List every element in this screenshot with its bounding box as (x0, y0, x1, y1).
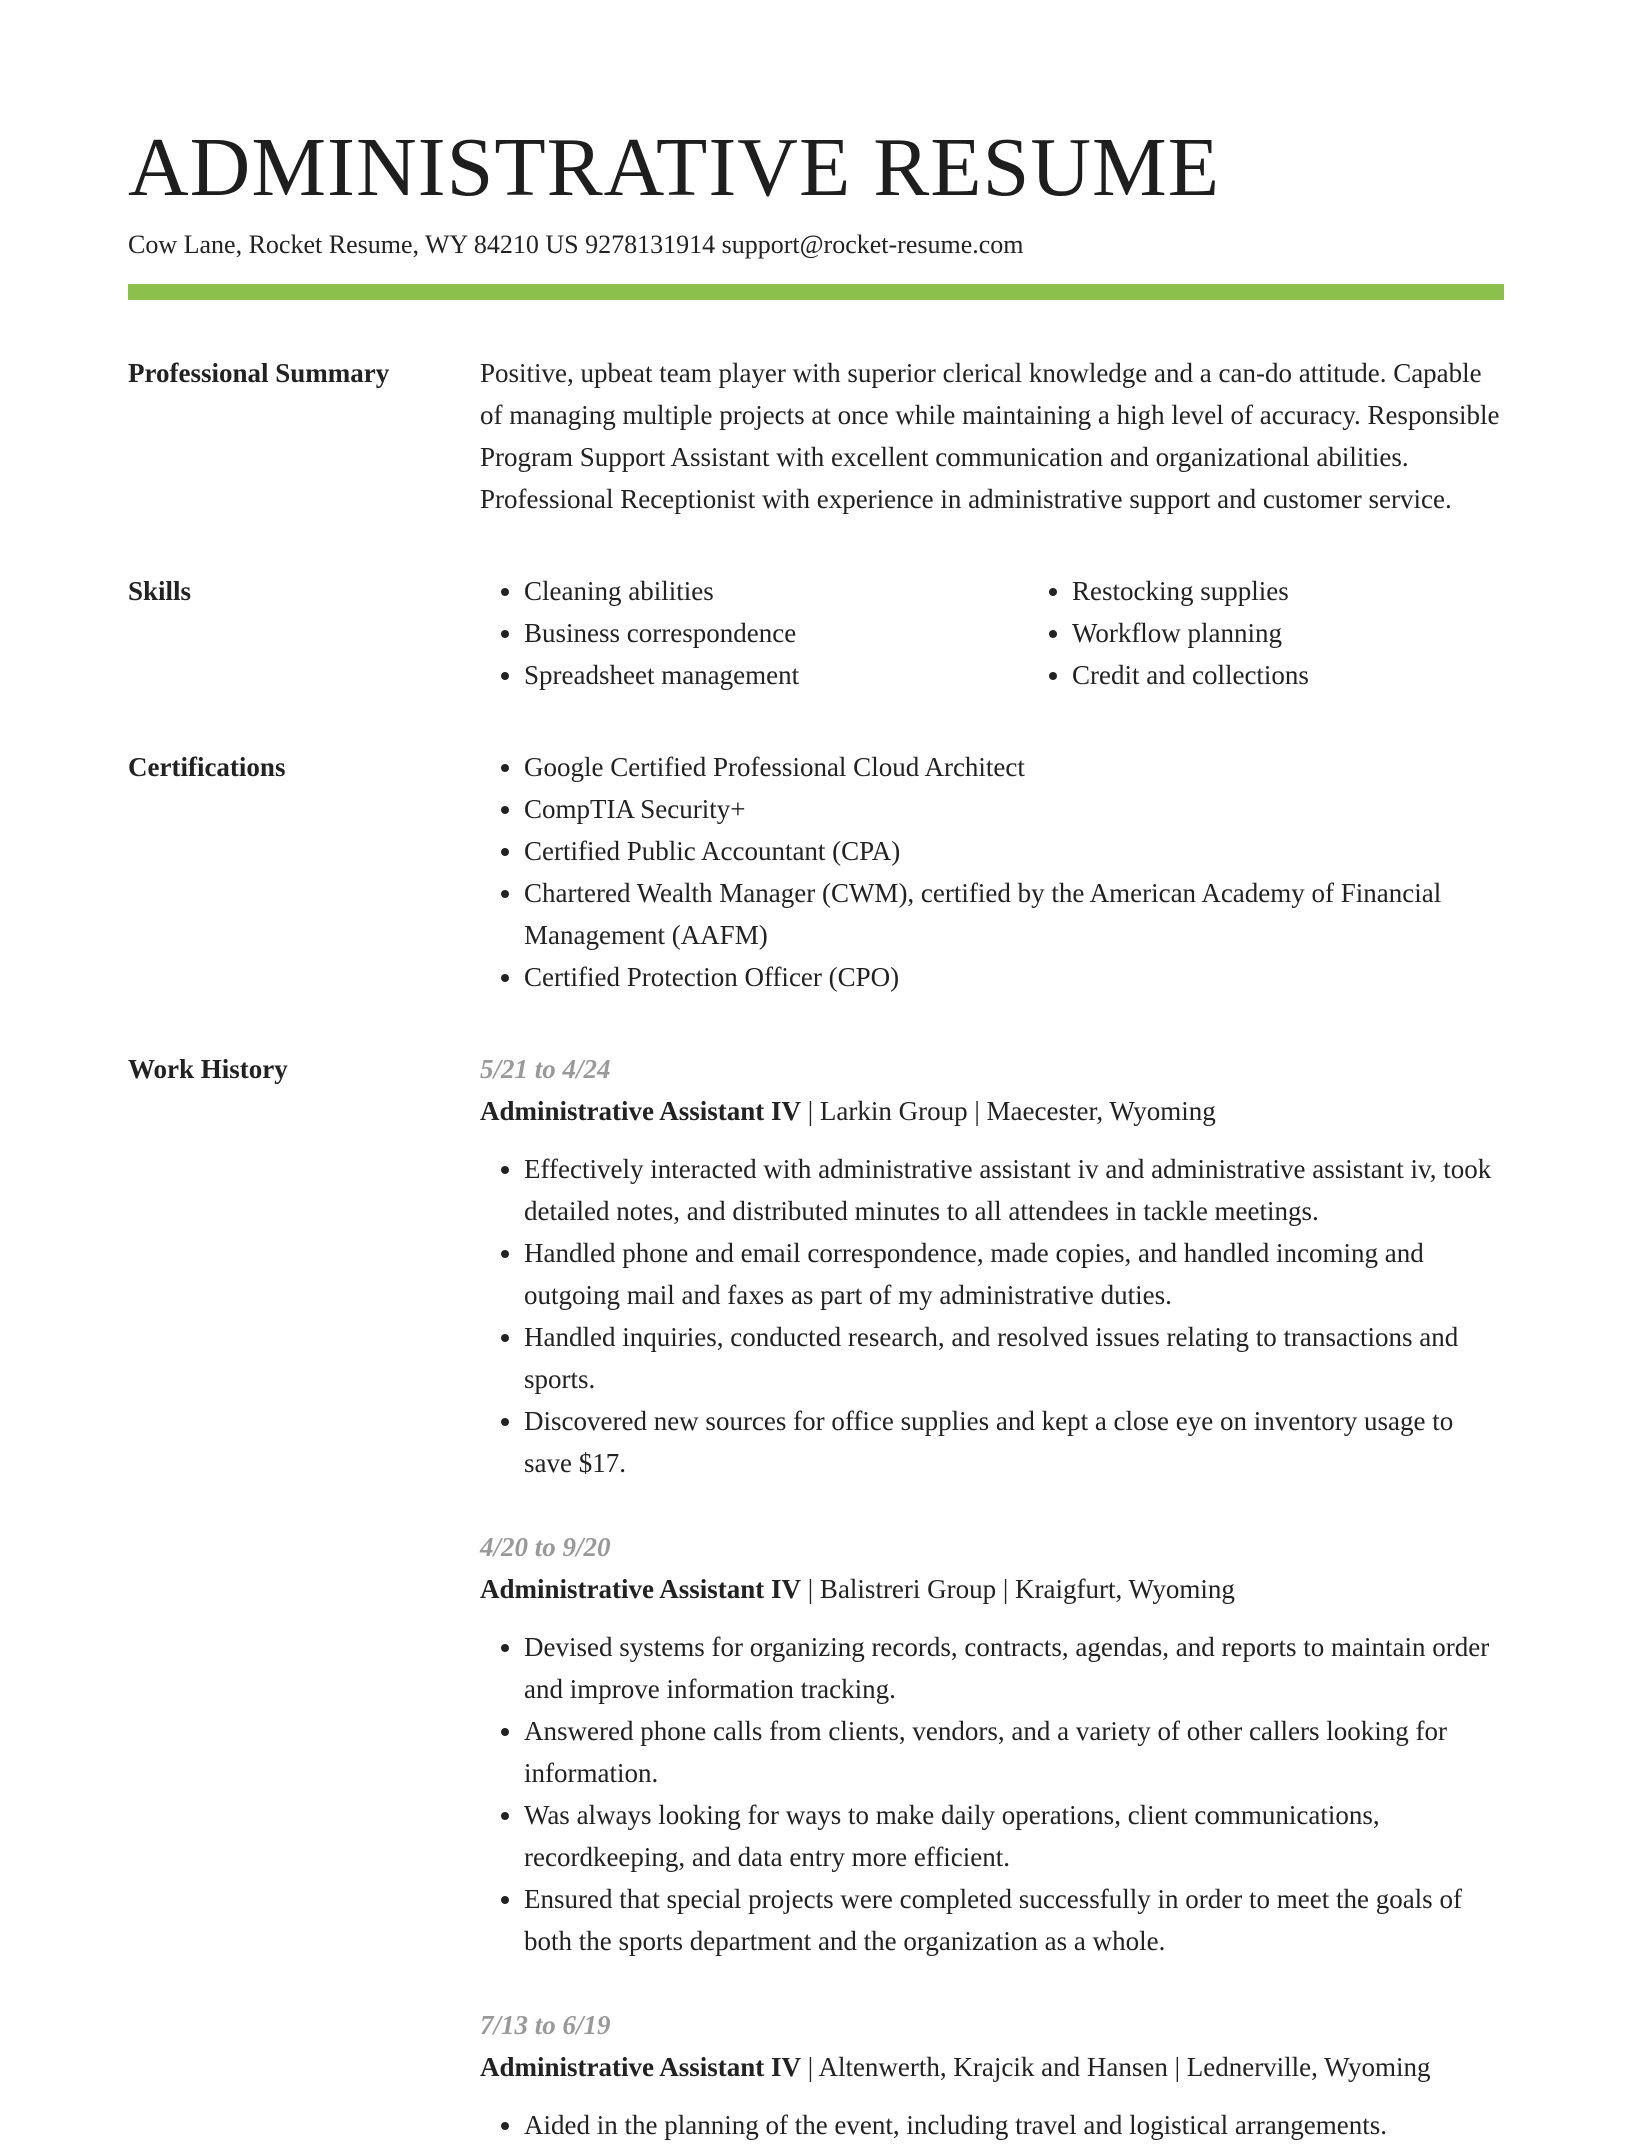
job-bullet: • Discovered new sources for office supplies and kept a close eye on inventory usage to save $17. (524, 1400, 1504, 1484)
certifications-list (480, 746, 1504, 998)
contact-line: Cow Lane, Rocket Resume, WY 84210 US 9278131914 support@rocket-resume.com (128, 230, 1024, 259)
job-heading (480, 1568, 1504, 1610)
certification-item: • Certified Protection Officer (CPO) (524, 956, 1504, 998)
skills-list (480, 570, 1504, 696)
job-bullet: • Devised systems for organizing records, contracts, agendas, and reports to maintain order and improve information tracking. (524, 1626, 1504, 1710)
header-divider (128, 284, 1504, 300)
summary-section (128, 352, 1504, 520)
summary-text: Positive, upbeat team player with superior clerical knowledge and a can-do attitude. Capable of managing multiple projects at once while maintaining a high level of accuracy. Responsible Program Support Assistant with excellent communication and organizational abilities. Professional Receptionist with experience in administrative support and customer service. (480, 358, 1500, 514)
job-bullets (480, 1148, 1504, 1484)
job-title: Administrative Assistant IV (480, 2052, 802, 2082)
job-heading (480, 2046, 1504, 2088)
work-history-list (480, 1048, 1504, 2146)
skill-item: • Spreadsheet management (524, 654, 1028, 696)
job-bullet: • Aided in the planning of the event, including travel and logistical arrangements. (524, 2104, 1504, 2146)
job-bullet: • Ensured that special projects were completed successfully in order to meet the goals of both the sports department and the organization as a whole. (524, 1878, 1504, 1962)
section-label-certifications: Certifications (128, 752, 286, 782)
job-bullet: • Was always looking for ways to make daily operations, client communications, recordkeeping, and data entry more efficient. (524, 1794, 1504, 1878)
job-dates: 5/21 to 4/24 (480, 1054, 611, 1084)
skill-item: • Restocking supplies (1072, 570, 1309, 612)
job-dates: 4/20 to 9/20 (480, 1532, 611, 1562)
resume-page (128, 118, 1504, 2146)
certification-item: • Chartered Wealth Manager (CWM), certified by the American Academy of Financial Management (AAFM) (524, 872, 1504, 956)
skills-column-left (480, 570, 1028, 696)
skills-section (128, 570, 1504, 696)
skill-item: • Business correspondence (524, 612, 1028, 654)
job-bullets (480, 1626, 1504, 1962)
job-bullet: • Handled phone and email correspondence, made copies, and handled incoming and outgoing mail and faxes as part of my administrative duties. (524, 1232, 1504, 1316)
job-entry (480, 1526, 1504, 1962)
skills-column-right (1028, 570, 1309, 696)
job-entry (480, 2004, 1504, 2146)
job-bullet: • Effectively interacted with administrative assistant iv and administrative assistant iv, took detailed notes, and distributed minutes to all attendees in tackle meetings. (524, 1148, 1504, 1232)
job-bullet: • Answered phone calls from clients, vendors, and a variety of other callers looking for information. (524, 1710, 1504, 1794)
job-details: | Balistreri Group | Kraigfurt, Wyoming (801, 1574, 1235, 1604)
job-details: | Altenwerth, Krajcik and Hansen | Lednerville, Wyoming (801, 2052, 1431, 2082)
job-title: Administrative Assistant IV (480, 1574, 802, 1604)
job-title: Administrative Assistant IV (480, 1096, 802, 1126)
certification-item: • Google Certified Professional Cloud Architect (524, 746, 1504, 788)
skill-item: • Credit and collections (1072, 654, 1309, 696)
job-bullets (480, 2104, 1504, 2146)
resume-title: ADMINISTRATIVE RESUME (128, 121, 1220, 214)
certification-item: • CompTIA Security+ (524, 788, 1504, 830)
skill-item: • Cleaning abilities (524, 570, 1028, 612)
job-heading (480, 1090, 1504, 1132)
skill-item: • Workflow planning (1072, 612, 1309, 654)
job-entry (480, 1048, 1504, 1484)
job-bullet: • Handled inquiries, conducted research, and resolved issues relating to transactions and sports. (524, 1316, 1504, 1400)
job-details: | Larkin Group | Maecester, Wyoming (801, 1096, 1216, 1126)
certification-item: • Certified Public Accountant (CPA) (524, 830, 1504, 872)
job-dates: 7/13 to 6/19 (480, 2010, 611, 2040)
section-label-skills: Skills (128, 576, 192, 606)
certifications-section (128, 746, 1504, 998)
work-history-section (128, 1048, 1504, 2146)
section-label-summary: Professional Summary (128, 358, 390, 388)
section-label-work-history: Work History (128, 1054, 288, 1084)
